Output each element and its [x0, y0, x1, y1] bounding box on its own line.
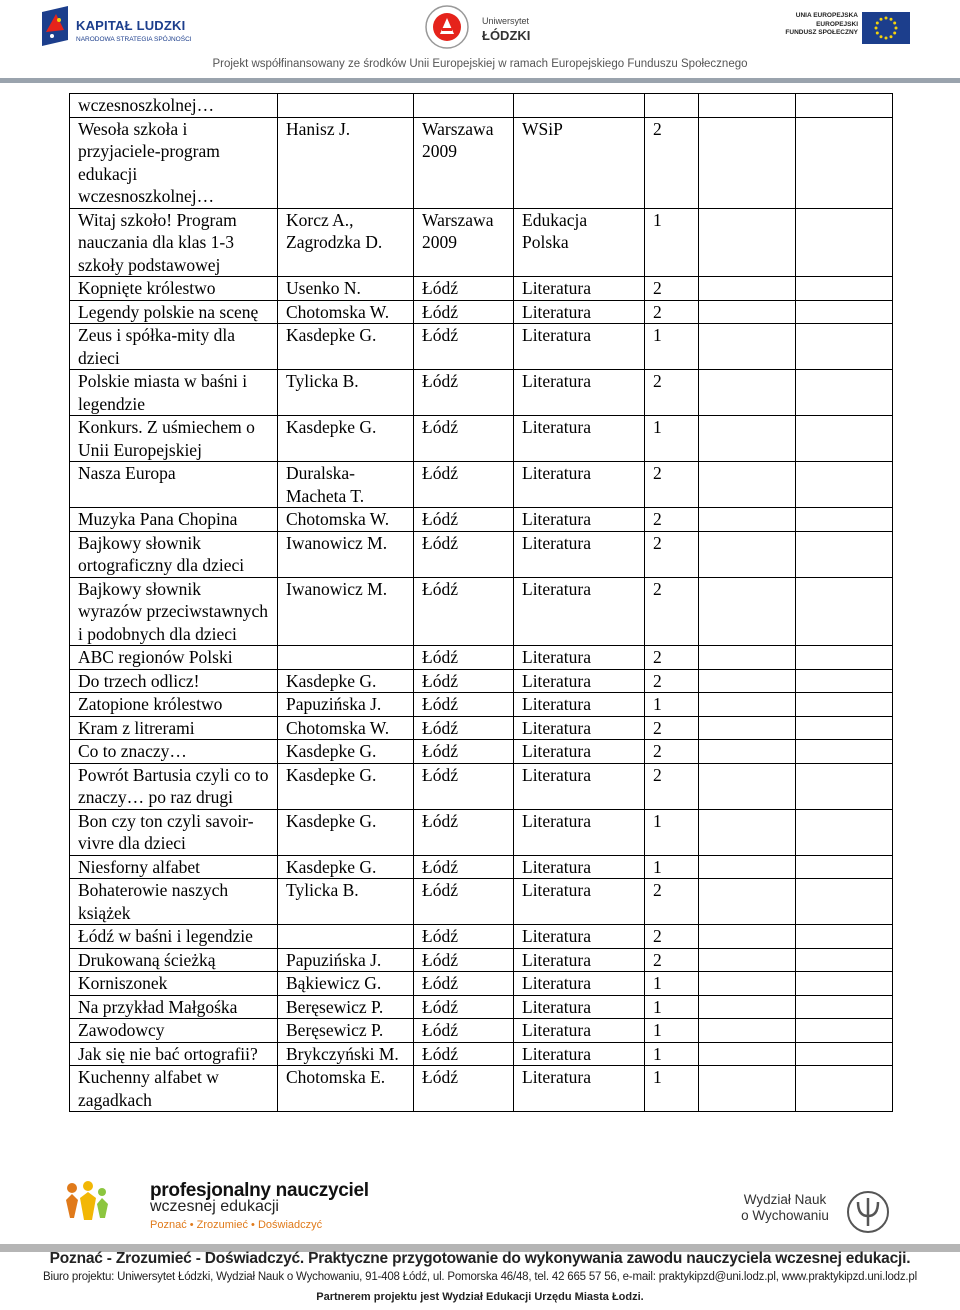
table-cell [699, 809, 796, 855]
table-cell [699, 879, 796, 925]
table-cell: Łódź [414, 855, 514, 879]
eu-text-line1: UNIA EUROPEJSKA [795, 12, 858, 19]
table-cell [699, 716, 796, 740]
table-cell: Kasdepke G. [278, 763, 414, 809]
eu-text [784, 12, 858, 38]
table-cell: Literatura [514, 277, 645, 301]
table-cell [796, 1042, 893, 1066]
table-row [70, 809, 893, 855]
kapital-ludzki-title: KAPITAŁ LUDZKI [76, 18, 186, 33]
table-cell: 1 [645, 809, 699, 855]
table-row [70, 531, 893, 577]
literature-table [69, 93, 893, 1112]
table-cell: Beręsewicz P. [278, 1019, 414, 1043]
table-cell: Łódź [414, 972, 514, 996]
wydzial-line1: Wydział Nauk [743, 1192, 827, 1207]
table-row [70, 646, 893, 670]
table-cell: Literatura [514, 508, 645, 532]
table-cell: Kasdepke G. [278, 809, 414, 855]
table-cell: Tylicka B. [278, 879, 414, 925]
table-cell: Kram z litrerami [70, 716, 278, 740]
profesjonalny-nauczyciel-logo [62, 1178, 372, 1236]
table-row [70, 693, 893, 717]
table-cell [796, 879, 893, 925]
university-name-line2: ŁÓDZKI [482, 28, 531, 43]
table-cell: Chotomska E. [278, 1066, 414, 1112]
table-cell: 1 [645, 855, 699, 879]
table-cell [699, 300, 796, 324]
table-cell: Wesoła szkoła i przyjaciele-program edukacji wczesnoszkolnej… [70, 117, 278, 208]
pn-subtitle: wczesnej edukacji [150, 1198, 279, 1215]
table-cell [699, 324, 796, 370]
table-cell: Łódź [414, 416, 514, 462]
table-cell: Łódź [414, 925, 514, 949]
table-cell: Literatura [514, 669, 645, 693]
table-cell: Nasza Europa [70, 462, 278, 508]
table-cell: 1 [645, 972, 699, 996]
table-cell: Kasdepke G. [278, 740, 414, 764]
table-cell: Kasdepke G. [278, 416, 414, 462]
table-cell [796, 763, 893, 809]
wydzial-text [736, 1192, 834, 1224]
kapital-ludzki-logo [42, 6, 202, 50]
table-cell: Hanisz J. [278, 117, 414, 208]
table-cell: Literatura [514, 300, 645, 324]
table-cell [796, 300, 893, 324]
table-cell [796, 693, 893, 717]
table-row [70, 462, 893, 508]
table-cell [796, 94, 893, 118]
table-cell: Łódź [414, 995, 514, 1019]
table-cell [796, 716, 893, 740]
table-cell: Edukacja Polska [514, 208, 645, 277]
table-cell: Literatura [514, 1019, 645, 1043]
table-row [70, 577, 893, 646]
table-cell: 2 [645, 531, 699, 577]
table-cell: 1 [645, 995, 699, 1019]
table-row [70, 995, 893, 1019]
table-cell: Papuzińska J. [278, 948, 414, 972]
table-cell: Łódź [414, 277, 514, 301]
table-cell: Literatura [514, 416, 645, 462]
table-cell [699, 508, 796, 532]
table-cell [699, 995, 796, 1019]
table-cell: 2 [645, 370, 699, 416]
table-cell: 2 [645, 277, 699, 301]
table-cell: Literatura [514, 995, 645, 1019]
table-cell: Warszawa 2009 [414, 117, 514, 208]
table-cell: Łódź [414, 370, 514, 416]
table-cell: Łódź [414, 1019, 514, 1043]
table-cell: 2 [645, 925, 699, 949]
table-cell [796, 577, 893, 646]
table-cell: 1 [645, 1019, 699, 1043]
table-cell: Papuzińska J. [278, 693, 414, 717]
table-row [70, 716, 893, 740]
table-cell: Chotomska W. [278, 716, 414, 740]
table-cell: Korcz A., Zagrodzka D. [278, 208, 414, 277]
university-name-line1: Uniwersytet [482, 16, 530, 26]
table-cell: ABC regionów Polski [70, 646, 278, 670]
table-row [70, 117, 893, 208]
table-cell [796, 669, 893, 693]
table-row [70, 370, 893, 416]
table-cell [699, 416, 796, 462]
table-cell: Legendy polskie na scenę [70, 300, 278, 324]
table-row [70, 740, 893, 764]
table-cell [796, 995, 893, 1019]
psi-icon [846, 1190, 890, 1234]
table-cell [796, 855, 893, 879]
table-cell [699, 370, 796, 416]
table-cell: Łódź [414, 763, 514, 809]
table-cell: Literatura [514, 693, 645, 717]
table-cell [796, 1066, 893, 1112]
table-cell: Bohaterowie naszych książek [70, 879, 278, 925]
table-cell: 1 [645, 416, 699, 462]
table-cell: Łódź [414, 508, 514, 532]
table-cell [796, 809, 893, 855]
table-cell: Łódź [414, 324, 514, 370]
table-cell [414, 94, 514, 118]
table-row [70, 324, 893, 370]
pn-motto: Poznać • Zrozumieć • Doświadczyć [150, 1219, 323, 1231]
table-cell: Literatura [514, 972, 645, 996]
table-cell [645, 94, 699, 118]
table-cell: Łódź [414, 577, 514, 646]
table-cell [699, 855, 796, 879]
table-cell [796, 740, 893, 764]
table-cell: Iwanowicz M. [278, 577, 414, 646]
table-cell: 2 [645, 740, 699, 764]
page-header [0, 0, 960, 84]
table-cell: 1 [645, 324, 699, 370]
table-cell: Tylicka B. [278, 370, 414, 416]
table-cell: Zatopione królestwo [70, 693, 278, 717]
wydzial-line2: o Wychowaniu [741, 1208, 829, 1223]
table-cell: Literatura [514, 740, 645, 764]
table-cell: Jak się nie bać ortografii? [70, 1042, 278, 1066]
table-cell: Literatura [514, 809, 645, 855]
table-cell [699, 972, 796, 996]
table-row [70, 277, 893, 301]
footer-partner: Partnerem projektu jest Wydział Edukacji Urzędu Miasta Łodzi. [316, 1291, 644, 1303]
table-row [70, 855, 893, 879]
table-row [70, 1066, 893, 1112]
table-cell [796, 324, 893, 370]
table-cell: Literatura [514, 462, 645, 508]
table-row [70, 925, 893, 949]
table-cell [796, 925, 893, 949]
table-cell: 2 [645, 117, 699, 208]
eu-text-line3: FUNDUSZ SPOŁECZNY [785, 29, 858, 36]
table-cell: 2 [645, 300, 699, 324]
table-cell: Literatura [514, 577, 645, 646]
table-cell: Do trzech odlicz! [70, 669, 278, 693]
table-cell: Literatura [514, 531, 645, 577]
footer-contact: Biuro projektu: Uniwersytet Łódzki, Wydział Nauk o Wychowaniu, 91-408 Łódź, ul. Pomorska 46/48, tel. 42 665 57 56, e-mail: praktykipzd@uni.lodz.pl, www.praktykipzd.uni.lodz.pl [43, 1271, 917, 1283]
european-union-logo [784, 12, 916, 46]
table-cell: 2 [645, 763, 699, 809]
table-row [70, 300, 893, 324]
pn-title: profesjonalny nauczyciel [150, 1180, 369, 1201]
table-cell: Powrót Bartusia czyli co to znaczy… po raz drugi [70, 763, 278, 809]
table-cell [796, 1019, 893, 1043]
table-cell: 2 [645, 879, 699, 925]
table-cell: Bąkiewicz G. [278, 972, 414, 996]
table-row [70, 1042, 893, 1066]
table-cell: Usenko N. [278, 277, 414, 301]
table-cell: Łódź [414, 646, 514, 670]
table-cell [278, 925, 414, 949]
table-cell [514, 94, 645, 118]
table-cell: Beręsewicz P. [278, 995, 414, 1019]
table-cell: Łódź w baśni i legendzie [70, 925, 278, 949]
table-cell: Muzyka Pana Chopina [70, 508, 278, 532]
table-cell [699, 669, 796, 693]
table-cell: Bajkowy słownik wyrazów przeciwstawnych i podobnych dla dzieci [70, 577, 278, 646]
table-cell: Łódź [414, 693, 514, 717]
eu-flag-icon [862, 12, 910, 44]
table-row [70, 416, 893, 462]
table-row [70, 508, 893, 532]
table-cell: 2 [645, 716, 699, 740]
table-cell [699, 925, 796, 949]
table-cell [699, 208, 796, 277]
table-cell: 2 [645, 669, 699, 693]
table-cell: Iwanowicz M. [278, 531, 414, 577]
table-cell [699, 531, 796, 577]
table-cell: Chotomska W. [278, 508, 414, 532]
table-cell: Łódź [414, 300, 514, 324]
table-cell: Łódź [414, 1042, 514, 1066]
table-cell: Warszawa 2009 [414, 208, 514, 277]
table-cell: Drukowaną ścieżką [70, 948, 278, 972]
table-cell [796, 117, 893, 208]
table-cell: Witaj szkoło! Program nauczania dla klas 1-3 szkoły podstawowej [70, 208, 278, 277]
table-cell: wczesnoszkolnej… [70, 94, 278, 118]
table-cell: 2 [645, 948, 699, 972]
people-icon [62, 1178, 110, 1226]
table-cell: 1 [645, 693, 699, 717]
table-cell [699, 740, 796, 764]
table-cell [796, 462, 893, 508]
kapital-ludzki-flag-icon [42, 6, 72, 46]
table-cell: Literatura [514, 370, 645, 416]
table-cell: Brykczyński M. [278, 1042, 414, 1066]
table-cell [699, 277, 796, 301]
table-cell: Korniszonek [70, 972, 278, 996]
table-cell: Literatura [514, 855, 645, 879]
eu-text-line2: EUROPEJSKI [816, 20, 858, 28]
table-cell [699, 1066, 796, 1112]
table-cell [699, 693, 796, 717]
table-cell: Bajkowy słownik ortograficzny dla dzieci [70, 531, 278, 577]
table-cell: Łódź [414, 740, 514, 764]
table-cell [699, 577, 796, 646]
table-cell: Na przykład Małgośka [70, 995, 278, 1019]
table-row [70, 948, 893, 972]
table-cell: Niesforny alfabet [70, 855, 278, 879]
table-cell [796, 208, 893, 277]
table-row [70, 94, 893, 118]
table-cell [699, 763, 796, 809]
footer-project-title: Poznać - Zrozumieć - Doświadczyć. Praktyczne przygotowanie do wykonywania zawodu nauczyciela wczesnej edukacji. [49, 1250, 911, 1267]
table-cell [796, 508, 893, 532]
table-cell [699, 1042, 796, 1066]
table-cell [699, 117, 796, 208]
table-cell: 1 [645, 208, 699, 277]
table-cell: 1 [645, 1066, 699, 1112]
table-row [70, 669, 893, 693]
table-cell: Kasdepke G. [278, 855, 414, 879]
table-cell: Literatura [514, 716, 645, 740]
table-cell [699, 94, 796, 118]
table-cell [796, 416, 893, 462]
table-cell: Literatura [514, 948, 645, 972]
table-cell: Łódź [414, 531, 514, 577]
table-cell: Kopnięte królestwo [70, 277, 278, 301]
table-cell [699, 1019, 796, 1043]
table-cell: 1 [645, 1042, 699, 1066]
table-cell: Kasdepke G. [278, 669, 414, 693]
project-tagline: Projekt współfinansowany ze środków Unii Europejskiej w ramach Europejskiego Funduszu Społecznego [212, 58, 748, 70]
table-cell: 2 [645, 462, 699, 508]
table-cell: Łódź [414, 809, 514, 855]
table-cell [278, 94, 414, 118]
table-cell: 2 [645, 508, 699, 532]
table-cell: Literatura [514, 763, 645, 809]
table-cell: Co to znaczy… [70, 740, 278, 764]
table-cell: Łódź [414, 879, 514, 925]
table-row [70, 763, 893, 809]
university-lodz-logo [424, 4, 544, 50]
table-cell [699, 462, 796, 508]
table-cell [699, 646, 796, 670]
table-cell: Łódź [414, 948, 514, 972]
table-cell [796, 370, 893, 416]
table-cell [796, 277, 893, 301]
table-cell: Łódź [414, 462, 514, 508]
table-cell [278, 646, 414, 670]
table-cell [796, 531, 893, 577]
table-cell: Kuchenny alfabet w zagadkach [70, 1066, 278, 1112]
table-row [70, 972, 893, 996]
table-cell: Kasdepke G. [278, 324, 414, 370]
table-cell: Literatura [514, 1066, 645, 1112]
table-cell: Polskie miasta w baśni i legendzie [70, 370, 278, 416]
table-cell: 2 [645, 646, 699, 670]
table-cell: Literatura [514, 879, 645, 925]
wydzial-nauk-logo [736, 1190, 896, 1238]
table-row [70, 208, 893, 277]
table-cell: Łódź [414, 669, 514, 693]
table-cell: 2 [645, 577, 699, 646]
table-cell: Literatura [514, 646, 645, 670]
table-body [70, 94, 893, 1112]
table-cell: Łódź [414, 716, 514, 740]
table-cell: Łódź [414, 1066, 514, 1112]
table-cell [796, 646, 893, 670]
table-cell: Bon czy ton czyli savoir-vivre dla dzieci [70, 809, 278, 855]
table-row [70, 1019, 893, 1043]
table-cell: Chotomska W. [278, 300, 414, 324]
table-cell: Literatura [514, 925, 645, 949]
table-cell: Literatura [514, 324, 645, 370]
table-cell: Konkurs. Z uśmiechem o Unii Europejskiej [70, 416, 278, 462]
table-cell: Zawodowcy [70, 1019, 278, 1043]
header-divider [0, 78, 960, 83]
table-cell [699, 948, 796, 972]
table-cell: WSiP [514, 117, 645, 208]
table-cell [796, 972, 893, 996]
table-row [70, 879, 893, 925]
table-cell: Zeus i spółka-mity dla dzieci [70, 324, 278, 370]
kapital-ludzki-subtitle: NARODOWA STRATEGIA SPÓJNOŚCI [76, 36, 192, 43]
table-cell [796, 948, 893, 972]
table-cell: Duralska-Macheta T. [278, 462, 414, 508]
table-cell: Literatura [514, 1042, 645, 1066]
university-seal-icon [424, 4, 470, 50]
